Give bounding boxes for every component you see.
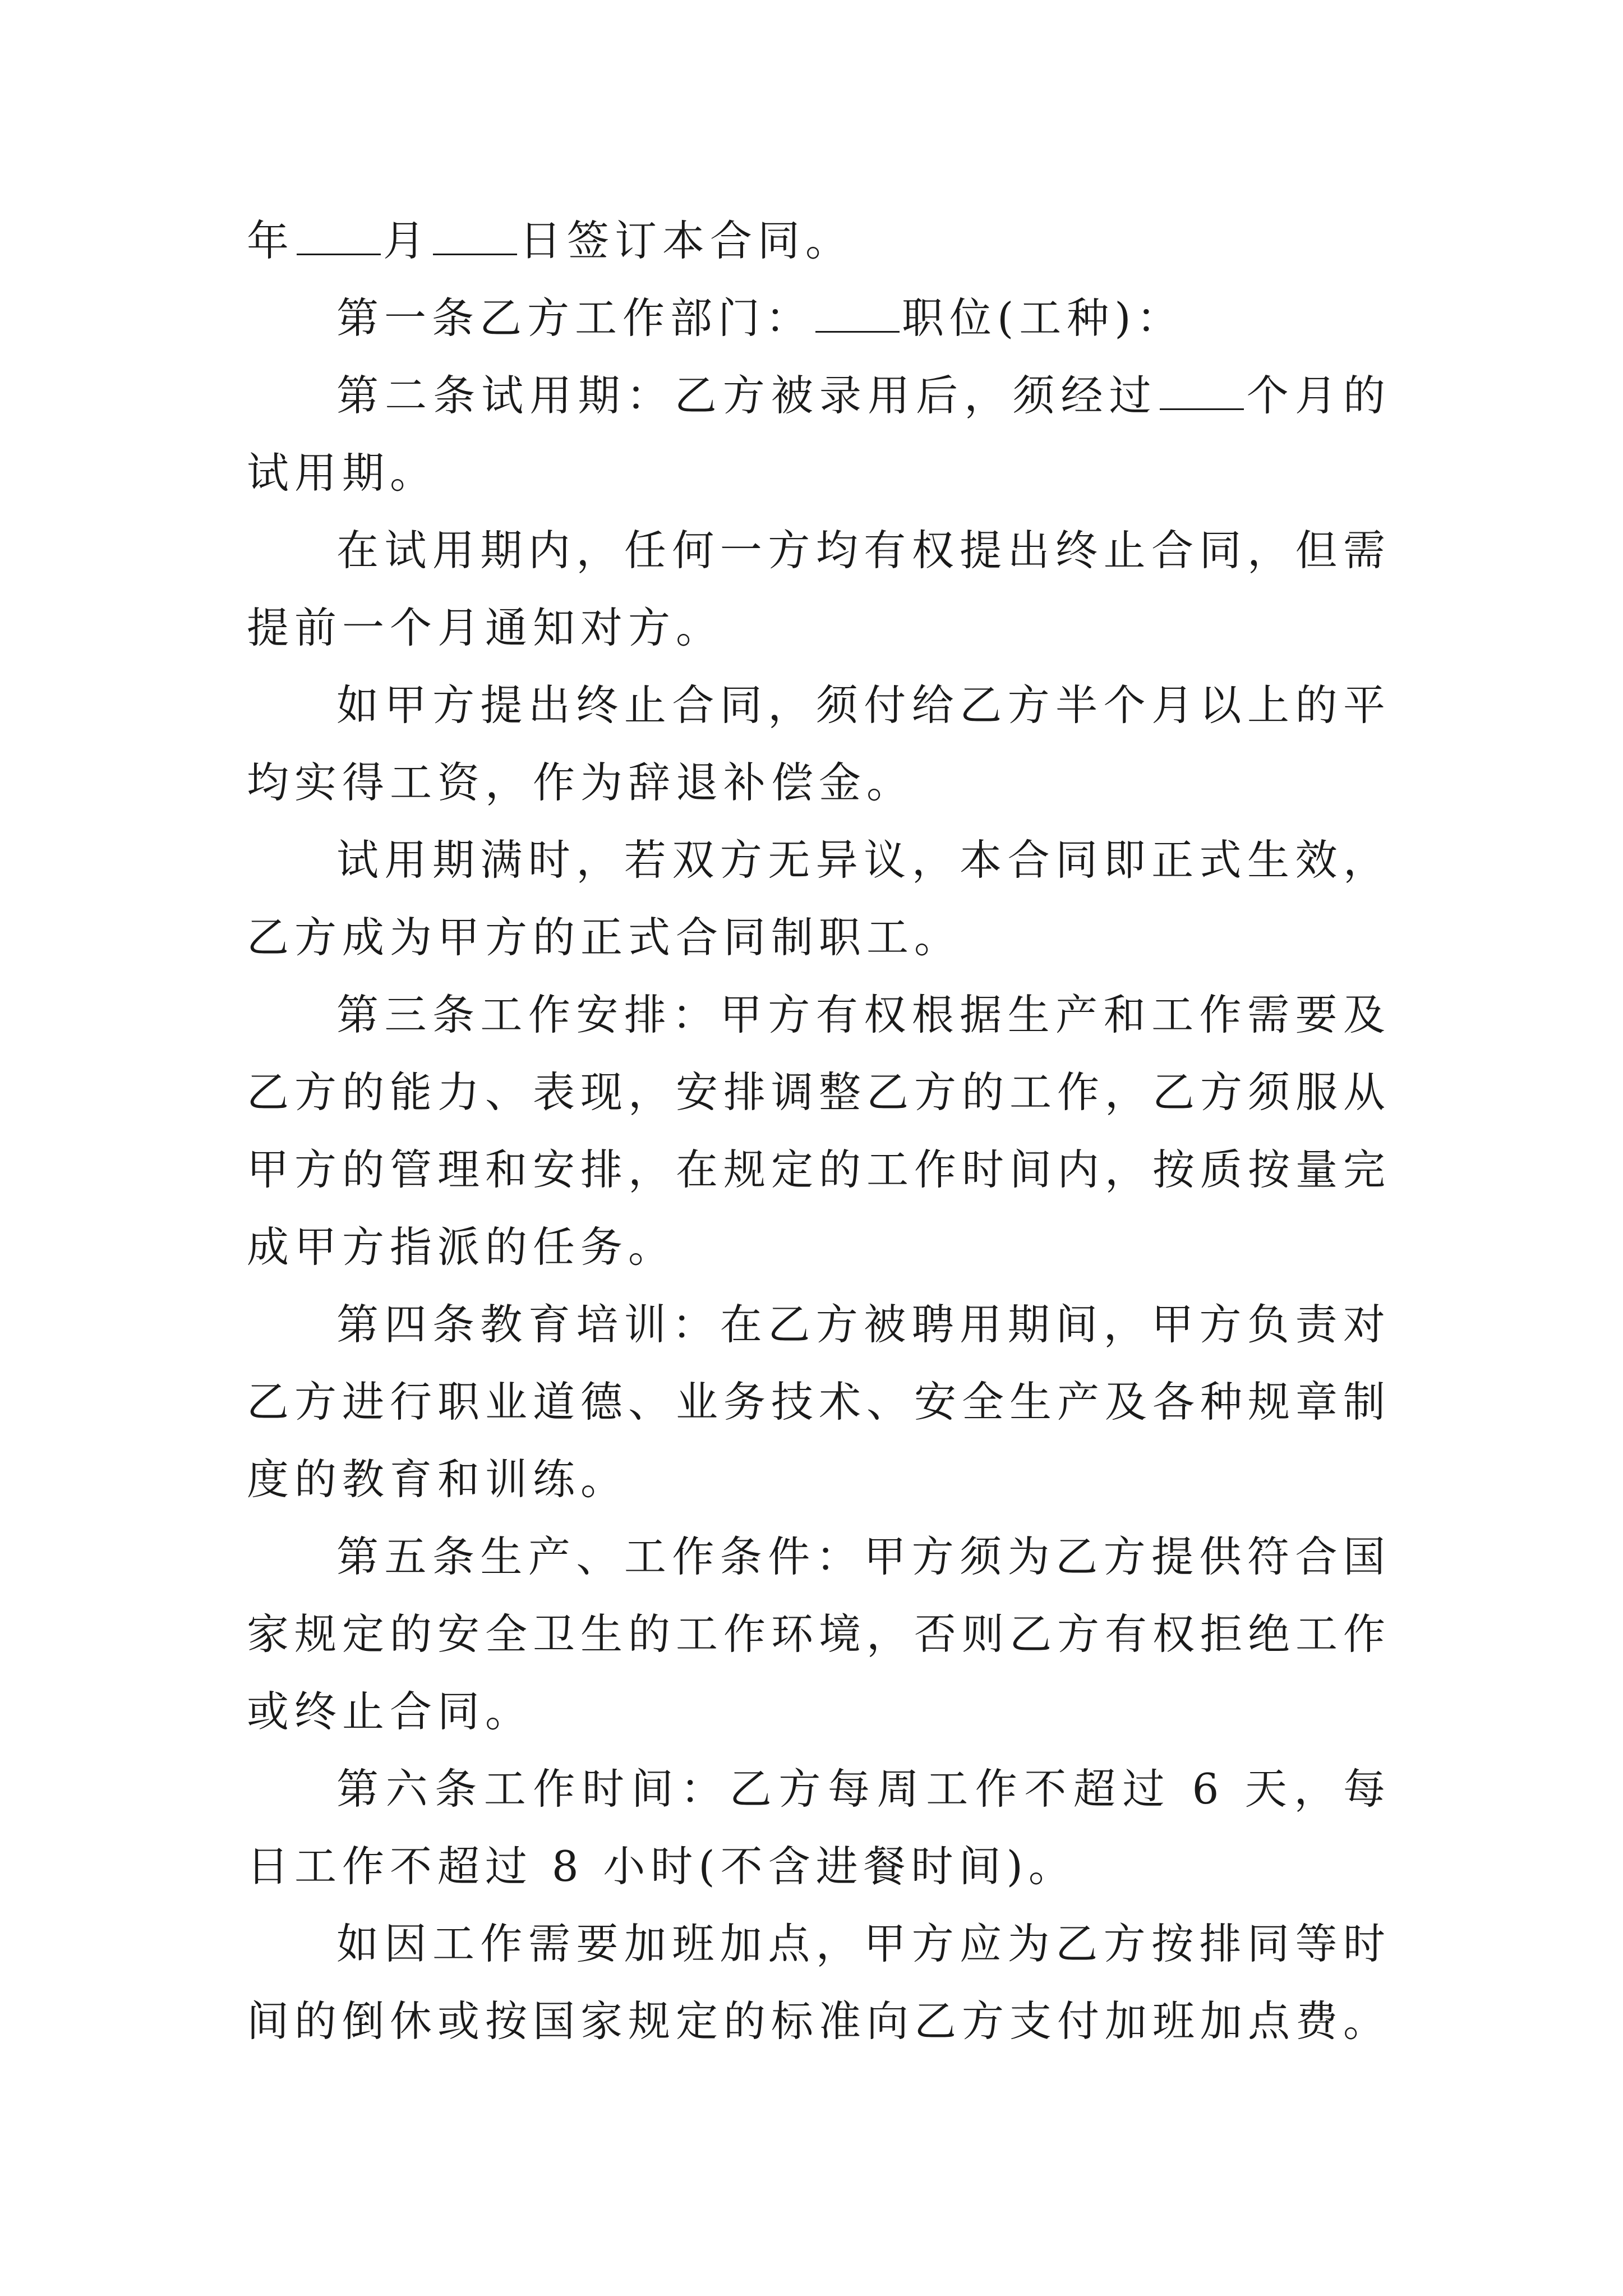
day-blank — [433, 214, 517, 255]
day-sign-text: 日签订本合同。 — [519, 216, 854, 265]
department-blank — [815, 292, 900, 333]
article-1 — [247, 279, 1391, 357]
article-1-department-label: 第一条乙方工作部门： — [336, 293, 814, 343]
month-label: 月 — [383, 216, 431, 265]
overtime-paragraph: 如因工作需要加班加点，甲方应为乙方按排同等时间的倒休或按国家规定的标准向乙方支付加班加点费。 — [247, 1919, 1391, 2046]
article-6: 第六条工作时间：乙方每周工作不超过 6 天，每日工作不超过 8 小时(不含进餐时间)。 — [247, 1764, 1391, 1891]
document-body — [247, 202, 1391, 2060]
article-2 — [247, 357, 1391, 512]
article-5: 第五条生产、工作条件：甲方须为乙方提供符合国家规定的安全卫生的工作环境，否则乙方有权拒绝工作或终止合同。 — [247, 1532, 1391, 1736]
trial-compensation-paragraph: 如甲方提出终止合同，须付给乙方半个月以上的平均实得工资，作为辞退补偿金。 — [247, 680, 1391, 807]
trial-termination-paragraph: 在试用期内，任何一方均有权提出终止合同，但需提前一个月通知对方。 — [247, 526, 1391, 652]
signing-date-line — [247, 202, 1391, 279]
year-label: 年 — [247, 216, 295, 265]
article-2-text-b: 个月的试用期。 — [247, 371, 1391, 498]
trial-months-blank — [1160, 369, 1244, 410]
article-4: 第四条教育培训：在乙方被聘用期间，甲方负责对乙方进行职业道德、业务技术、安全生产及各种规章制度的教育和训练。 — [247, 1300, 1391, 1504]
article-1-position-label: 职位(工种)： — [902, 293, 1184, 343]
trial-completion-paragraph: 试用期满时，若双方无异议，本合同即正式生效，乙方成为甲方的正式合同制职工。 — [247, 835, 1391, 962]
article-3: 第三条工作安排：甲方有权根据生产和工作需要及乙方的能力、表现，安排调整乙方的工作，乙方须服从甲方的管理和安排，在规定的工作时间内，按质按量完成甲方指派的任务。 — [247, 990, 1391, 1272]
article-2-text-a: 第二条试用期：乙方被录用后，须经过 — [336, 371, 1158, 420]
month-blank — [297, 214, 381, 255]
